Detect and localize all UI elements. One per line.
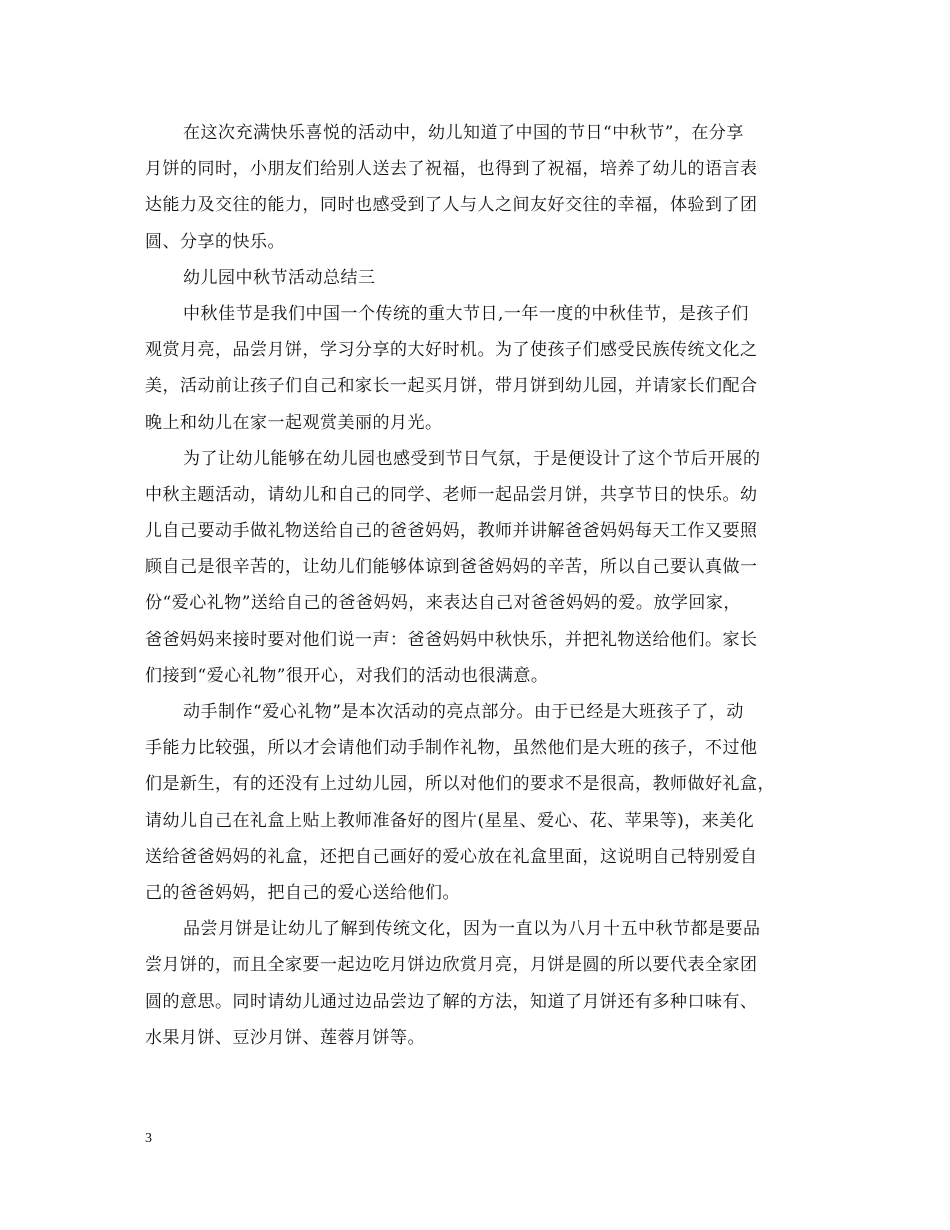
text-line: 晚上和幼儿在家一起观赏美丽的月光。 [145, 412, 443, 433]
text-line: 圆的意思。同时请幼儿通过边品尝边了解的方法，知道了月饼还有多种口味有、 [145, 991, 758, 1012]
text-line: 手能力比较强，所以才会请他们动手制作礼物，虽然他们是大班的孩子，不过他 [145, 738, 758, 759]
text-line: 儿自己要动手做礼物送给自己的爸爸妈妈，教师并讲解爸爸妈妈每天工作又要照 [145, 521, 758, 542]
text-line: 品尝月饼是让幼儿了解到传统文化，因为一直以为八月十五中秋节都是要品 [183, 919, 761, 940]
text-line: 爸爸妈妈来接时要对他们说一声：爸爸妈妈中秋快乐，并把礼物送给他们。家长 [145, 629, 758, 650]
paragraph-activity [145, 441, 810, 694]
text-line: 请幼儿自己在礼盒上贴上教师准备好的图片(星星、爱心、花、苹果等)，来美化 [145, 810, 755, 831]
paragraph-summary [145, 115, 810, 260]
text-line: 中秋主题活动，请幼儿和自己的同学、老师一起品尝月饼，共享节日的快乐。幼 [145, 484, 758, 505]
text-line: 己的爸爸妈妈，把自己的爱心送给他们。 [145, 882, 460, 903]
text-line: 动手制作“爱心礼物”是本次活动的亮点部分。由于已经是大班孩子了，动 [183, 702, 744, 722]
text-line: 中秋佳节是我们中国一个传统的重大节日,一年一度的中秋佳节，是孩子们 [183, 303, 749, 324]
text-line: 水果月饼、豆沙月饼、莲蓉月饼等。 [145, 1027, 425, 1048]
text-line: 圆、分享的快乐。 [145, 231, 285, 252]
text-line: 尝月饼的，而且全家要一起边吃月饼边欣赏月亮，月饼是圆的所以要代表全家团 [145, 955, 758, 976]
text-line: 顾自己是很辛苦的，让幼儿们能够体谅到爸爸妈妈的辛苦，所以自己要认真做一 [145, 557, 758, 578]
paragraph-intro [145, 296, 810, 441]
text-line: 在这次充满快乐喜悦的活动中，幼儿知道了中国的节日“中秋节”，在分享 [183, 123, 744, 143]
document-body [145, 115, 810, 1056]
heading-text: 幼儿园中秋节活动总结三 [183, 267, 376, 288]
text-line: 送给爸爸妈妈的礼盒，还把自己画好的爱心放在礼盒里面，这说明自己特别爱自 [145, 846, 758, 867]
text-line: 们接到“爱心礼物”很开心，对我们的活动也很满意。 [145, 665, 549, 686]
paragraph-mooncake-tasting [145, 911, 810, 1056]
section-heading [145, 260, 810, 296]
text-line: 美，活动前让孩子们自己和家长一起买月饼，带月饼到幼儿园，并请家长们配合 [145, 376, 758, 397]
page-number: 3 [145, 1131, 152, 1146]
text-line: 们是新生，有的还没有上过幼儿园，所以对他们的要求不是很高，教师做好礼盒， [145, 774, 775, 795]
text-line: 月饼的同时，小朋友们给别人送去了祝福，也得到了祝福，培养了幼儿的语言表 [145, 159, 758, 180]
text-line: 观赏月亮，品尝月饼，学习分享的大好时机。为了使孩子们感受民族传统文化之 [145, 340, 758, 361]
text-line: 份“爱心礼物”送给自己的爸爸妈妈，来表达自己对爸爸妈妈的爱。放学回家， [145, 593, 741, 614]
text-line: 为了让幼儿能够在幼儿园也感受到节日气氛，于是便设计了这个节后开展的 [183, 448, 761, 469]
paragraph-gift-making [145, 694, 810, 911]
text-line: 达能力及交往的能力，同时也感受到了人与人之间友好交往的幸福，体验到了团 [145, 195, 758, 216]
